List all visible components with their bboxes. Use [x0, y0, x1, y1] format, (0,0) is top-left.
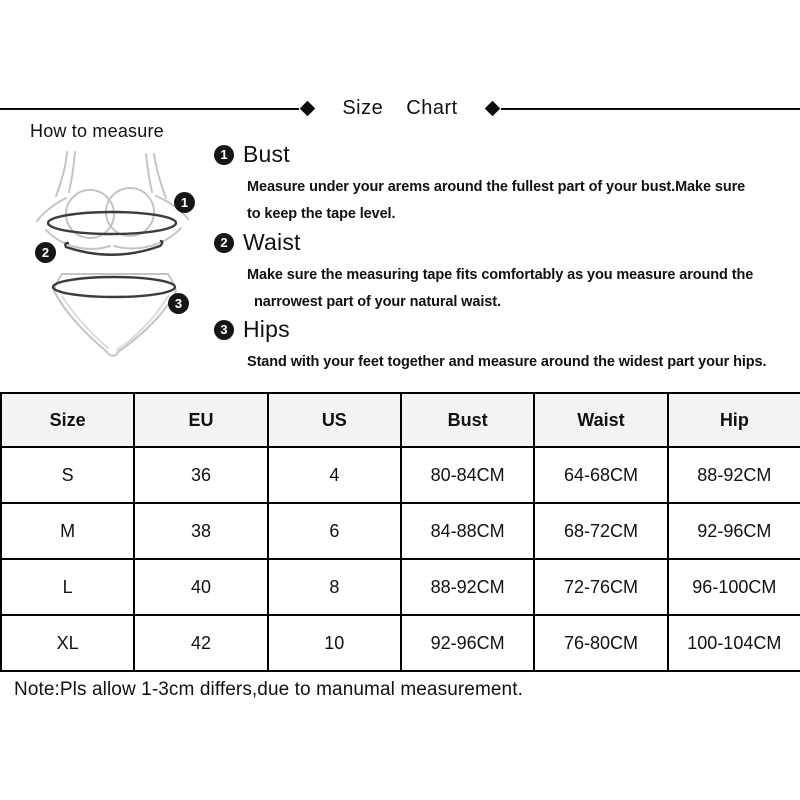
step-number-badge: 1	[214, 145, 234, 165]
step-number-badge: 3	[214, 320, 234, 340]
step-hips	[214, 316, 800, 376]
table-cell: 36	[134, 447, 267, 503]
step-desc-line: Stand with your feet together and measure around the widest part your hips.	[247, 354, 767, 370]
step-hips-description	[247, 349, 800, 376]
step-waist-description	[247, 262, 800, 316]
table-cell: 68-72CM	[534, 503, 667, 559]
diagram-step-badge-1: 1	[174, 192, 195, 213]
title-rule-right	[501, 108, 800, 110]
table-cell: 96-100CM	[668, 559, 800, 615]
step-bust-description	[247, 174, 800, 228]
table-header-cell: Waist	[534, 393, 667, 447]
table-cell: 80-84CM	[401, 447, 534, 503]
table-header-cell: Hip	[668, 393, 800, 447]
table-cell: XL	[1, 615, 134, 671]
table-cell: 40	[134, 559, 267, 615]
table-cell: 72-76CM	[534, 559, 667, 615]
table-cell: 88-92CM	[668, 447, 800, 503]
title-rule-left	[0, 108, 299, 110]
table-header-cell: Size	[1, 393, 134, 447]
table-cell: 92-96CM	[668, 503, 800, 559]
step-desc-line: to keep the tape level.	[247, 206, 396, 222]
table-cell: 4	[268, 447, 401, 503]
step-waist-heading	[214, 229, 800, 256]
measurement-diagram	[18, 146, 218, 361]
diamond-icon	[300, 101, 316, 117]
diamond-icon	[484, 101, 500, 117]
table-cell: 88-92CM	[401, 559, 534, 615]
table-cell: 38	[134, 503, 267, 559]
table-cell: 100-104CM	[668, 615, 800, 671]
step-title: Hips	[243, 316, 290, 342]
table-row	[1, 615, 800, 671]
table-cell: 6	[268, 503, 401, 559]
table-cell: M	[1, 503, 134, 559]
table-cell: 76-80CM	[534, 615, 667, 671]
step-hips-heading	[214, 316, 800, 343]
table-row	[1, 447, 800, 503]
size-table	[0, 392, 800, 672]
step-bust-heading	[214, 141, 800, 168]
step-title: Bust	[243, 141, 290, 167]
table-row	[1, 559, 800, 615]
table-cell: S	[1, 447, 134, 503]
diagram-step-badge-2: 2	[35, 242, 56, 263]
table-header-cell: EU	[134, 393, 267, 447]
page-title-row	[0, 97, 800, 120]
table-cell: 10	[268, 615, 401, 671]
table-header-cell: Bust	[401, 393, 534, 447]
note-text: Note:Pls allow 1-3cm differs,due to manumal measurement.	[14, 679, 523, 700]
table-header-row	[1, 393, 800, 447]
table-cell: 84-88CM	[401, 503, 534, 559]
table-cell: 92-96CM	[401, 615, 534, 671]
table-header-cell: US	[268, 393, 401, 447]
table-row	[1, 503, 800, 559]
step-bust	[214, 141, 800, 228]
table-cell: 8	[268, 559, 401, 615]
step-waist	[214, 229, 800, 316]
table-cell: 42	[134, 615, 267, 671]
step-desc-line: narrowest part of your natural waist.	[254, 294, 501, 310]
step-desc-line: Make sure the measuring tape fits comfortably as you measure around the	[247, 267, 754, 283]
page-title: Size Chart	[342, 97, 458, 119]
how-to-measure-heading: How to measure	[30, 121, 164, 141]
table-cell: 64-68CM	[534, 447, 667, 503]
step-title: Waist	[243, 229, 301, 255]
table-cell: L	[1, 559, 134, 615]
step-desc-line: Measure under your arems around the fullest part of your bust.Make sure	[247, 179, 746, 195]
diagram-step-badge-3: 3	[168, 293, 189, 314]
step-number-badge: 2	[214, 233, 234, 253]
